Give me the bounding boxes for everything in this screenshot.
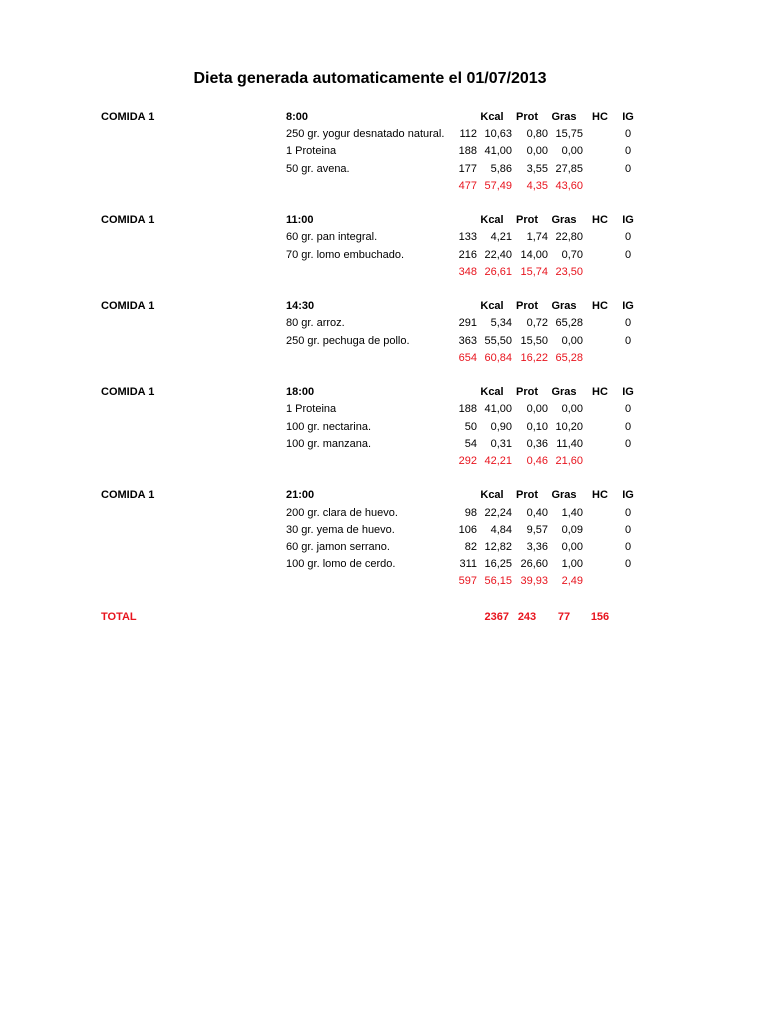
subtotal-kcal: 597 [458,575,477,588]
value-gras: 0,00 [526,403,548,416]
column-header-ig: IG [622,300,634,313]
food-item: 1 Proteina [286,145,337,158]
meal-time: 14:30 [286,300,315,313]
value-ig: 0 [624,317,632,330]
subtotal-prot: 57,49 [484,179,512,192]
value-hc: 0,00 [561,334,583,347]
value-prot: 22,40 [484,248,512,261]
food-item: 250 gr. yogur desnatado natural. [286,128,445,141]
value-gras: 3,36 [526,541,548,553]
value-ig: 0 [624,437,632,450]
value-kcal: 82 [464,541,477,553]
value-kcal: 363 [458,334,477,347]
column-header-ig: IG [622,386,634,399]
column-header-hc: HC [592,300,608,313]
value-gras: 0,40 [526,506,548,519]
value-kcal: 112 [459,128,477,141]
meal-label: COMIDA 1 [101,386,155,399]
total-prot: 243 [517,611,537,623]
subtotal-hc: 21,60 [555,455,583,467]
column-header-hc: HC [592,214,608,227]
column-header-prot: Prot [516,489,538,502]
value-prot: 0,31 [490,437,512,450]
subtotal-gras: 39,93 [520,575,548,588]
value-gras: 0,10 [526,420,548,433]
value-ig: 0 [624,558,632,571]
value-ig: 0 [624,334,632,347]
subtotal-kcal: 348 [458,265,477,278]
value-kcal: 106 [458,523,477,536]
column-header-gras: Gras [551,489,577,502]
subtotal-gras: 16,22 [520,351,548,364]
column-header-prot: Prot [516,214,538,227]
value-ig: 0 [624,403,632,416]
page-title: Dieta generada automaticamente el 01/07/2013 [193,70,547,87]
food-item: 60 gr. pan integral. [286,231,378,244]
value-prot: 41,00 [484,145,512,158]
value-hc: 11,40 [556,437,583,450]
subtotal-hc: 2,49 [561,575,583,588]
value-kcal: 133 [458,231,477,244]
value-gras: 9,57 [526,523,548,536]
food-item: 70 gr. lomo embuchado. [286,248,405,261]
meal-label: COMIDA 1 [101,489,155,502]
column-header-prot: Prot [516,111,538,123]
value-ig: 0 [624,128,632,141]
value-prot: 4,21 [490,231,512,244]
subtotal-kcal: 477 [458,179,477,192]
food-item: 60 gr. jamon serrano. [286,541,390,553]
column-header-kcal: Kcal [480,300,504,313]
subtotal-prot: 42,21 [484,455,512,467]
value-hc: 15,75 [555,128,583,141]
food-item: 100 gr. nectarina. [286,420,372,433]
value-kcal: 54 [464,437,477,450]
value-hc: 22,80 [555,231,583,244]
value-prot: 5,86 [490,162,512,175]
food-item: 30 gr. yema de huevo. [286,523,395,536]
value-hc: 0,09 [561,523,583,536]
column-header-hc: HC [592,489,608,502]
subtotal-prot: 60,84 [484,351,512,364]
food-item: 100 gr. manzana. [286,437,372,450]
value-prot: 55,50 [484,334,512,347]
value-prot: 0,90 [490,420,512,433]
value-gras: 1,74 [526,231,548,244]
value-ig: 0 [624,162,632,175]
subtotal-gras: 15,74 [520,265,548,278]
meal-label: COMIDA 1 [101,214,155,227]
meal-time: 11:00 [286,214,314,227]
column-header-kcal: Kcal [480,111,504,123]
subtotal-prot: 26,61 [484,265,512,278]
column-header-prot: Prot [516,386,538,399]
value-gras: 0,80 [526,128,548,141]
value-gras: 15,50 [520,334,548,347]
subtotal-gras: 4,35 [526,179,548,192]
total-hc: 156 [590,611,610,623]
food-item: 1 Proteina [286,403,337,416]
value-hc: 1,40 [561,506,583,519]
value-ig: 0 [624,145,632,158]
value-hc: 0,00 [561,145,583,158]
value-kcal: 188 [458,403,477,416]
column-header-gras: Gras [551,214,577,227]
meal-time: 8:00 [286,111,309,123]
value-gras: 3,55 [526,162,548,175]
value-gras: 0,72 [526,317,548,330]
column-header-hc: HC [592,386,608,399]
value-kcal: 291 [458,317,477,330]
value-prot: 4,84 [490,523,512,536]
column-header-prot: Prot [516,300,538,313]
value-prot: 12,82 [484,541,512,553]
subtotal-hc: 23,50 [555,265,583,278]
value-gras: 0,36 [526,437,548,450]
subtotal-prot: 56,15 [484,575,512,588]
value-ig: 0 [624,231,632,244]
meal-time: 18:00 [286,386,315,399]
column-header-gras: Gras [551,300,577,313]
column-header-hc: HC [592,111,608,123]
value-kcal: 98 [464,506,477,519]
value-hc: 1,00 [561,558,583,571]
value-hc: 0,00 [561,403,583,416]
food-item: 250 gr. pechuga de pollo. [286,334,410,347]
value-ig: 0 [624,420,632,433]
total-kcal: 2367 [484,611,509,623]
food-item: 50 gr. avena. [286,162,350,175]
value-prot: 16,25 [484,558,512,571]
column-header-kcal: Kcal [480,214,504,227]
column-header-kcal: Kcal [480,489,504,502]
value-kcal: 50 [464,420,477,433]
value-hc: 10,20 [555,420,583,433]
column-header-gras: Gras [551,111,577,123]
value-ig: 0 [624,541,632,553]
total-gras: 77 [557,611,571,623]
food-item: 100 gr. lomo de cerdo. [286,558,396,571]
value-gras: 0,00 [526,145,548,158]
value-prot: 41,00 [484,403,512,416]
subtotal-hc: 65,28 [555,351,583,364]
value-kcal: 216 [458,248,477,261]
meal-label: COMIDA 1 [101,111,155,123]
meal-label: COMIDA 1 [101,300,155,313]
column-header-ig: IG [622,111,634,123]
column-header-ig: IG [622,214,634,227]
column-header-kcal: Kcal [480,386,504,399]
food-item: 200 gr. clara de huevo. [286,506,398,519]
value-kcal: 188 [458,145,477,158]
value-hc: 0,70 [561,248,583,261]
value-ig: 0 [624,248,632,261]
value-hc: 27,85 [555,162,583,175]
value-hc: 65,28 [555,317,583,330]
value-ig: 0 [624,523,632,536]
value-prot: 22,24 [484,506,512,519]
food-item: 80 gr. arroz. [286,317,345,330]
column-header-ig: IG [622,489,634,502]
value-hc: 0,00 [561,541,583,553]
total-label: TOTAL [101,611,137,623]
value-kcal: 311 [459,558,477,571]
value-prot: 5,34 [490,317,512,330]
value-ig: 0 [624,506,632,519]
value-kcal: 177 [458,162,477,175]
meal-time: 21:00 [286,489,315,502]
subtotal-gras: 0,46 [526,455,548,467]
value-prot: 10,63 [484,128,512,141]
subtotal-kcal: 654 [458,351,477,364]
value-gras: 14,00 [520,248,548,261]
subtotal-hc: 43,60 [555,179,583,192]
column-header-gras: Gras [551,386,577,399]
value-gras: 26,60 [520,558,548,571]
subtotal-kcal: 292 [458,455,477,467]
